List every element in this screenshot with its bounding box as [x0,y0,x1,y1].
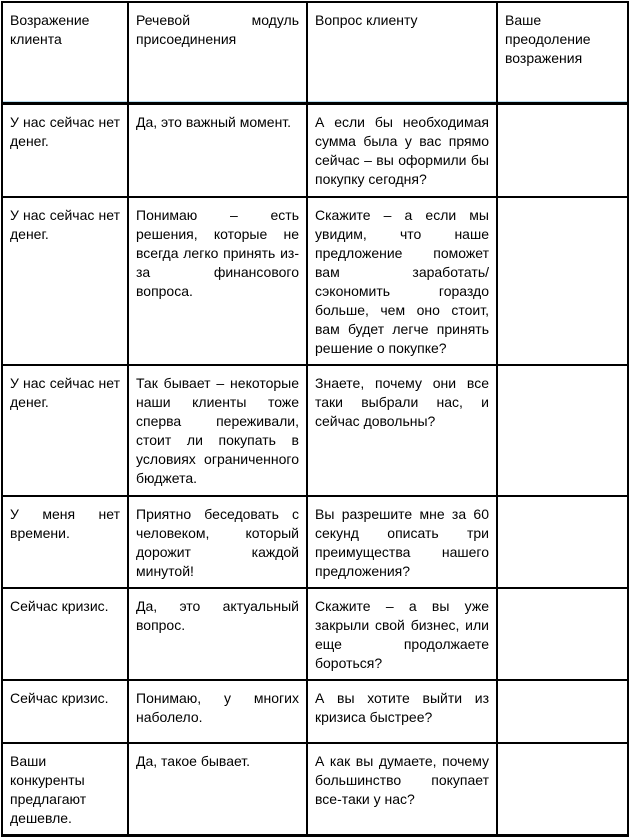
joining-cell: Приятно беседовать с человеком, который дорожит каждой минутой! [128,496,307,588]
question-cell: А если бы необходимая сумма была у вас прямо сейчас – вы оформили бы покупку сегодня? [307,103,497,197]
joining-cell: Да, это актуальный вопрос. [128,588,307,680]
joining-cell: Да, это важный момент. [128,103,307,197]
overcoming-cell [497,197,628,365]
overcoming-cell [497,588,628,680]
column-header-overcoming: Ваше преодоление возражения [497,2,628,103]
question-cell: А как вы думаете, почему большинство покупает все-таки у нас? [307,743,497,836]
overcoming-cell [497,365,628,496]
overcoming-cell [497,496,628,588]
table-row [2,197,628,365]
question-cell: Знаете, почему они все таки выбрали нас, и сейчас довольны? [307,365,497,496]
table-row [2,496,628,588]
table-row [2,103,628,197]
objection-cell: У нас сейчас нет денег. [2,365,128,496]
table-row [2,680,628,743]
objection-cell: Сейчас кризис. [2,680,128,743]
question-cell: А вы хотите выйти из кризиса быстрее? [307,680,497,743]
question-cell: Скажите – а вы уже закрыли свой бизнес, или еще продолжаете бороться? [307,588,497,680]
table-row [2,365,628,496]
overcoming-cell [497,680,628,743]
objection-cell: У нас сейчас нет денег. [2,197,128,365]
objections-table [1,1,629,837]
objection-cell: У меня нет времени. [2,496,128,588]
joining-cell: Так бывает – некоторые наши клиенты тоже сперва переживали, стоит ли покупать в условиях ограниченного бюджета. [128,365,307,496]
joining-cell: Да, такое бывает. [128,743,307,836]
joining-cell: Понимаю – есть решения, которые не всегда легко принять из-за финансового вопроса. [128,197,307,365]
overcoming-cell [497,743,628,836]
objection-cell: У нас сейчас нет денег. [2,103,128,197]
header-row [2,2,628,103]
column-header-objection: Возражение клиента [2,2,128,103]
question-cell: Скажите – а если мы увидим, что наше предложение поможет вам заработать/сэкономить гораздо больше, чем оно стоит, вам будет легче принять решение о покупке? [307,197,497,365]
column-header-question: Вопрос клиенту [307,2,497,103]
table-row [2,743,628,836]
objection-cell: Сейчас кризис. [2,588,128,680]
joining-cell: Понимаю, у многих наболело. [128,680,307,743]
overcoming-cell [497,103,628,197]
objection-cell: Ваши конкуренты предлагают дешевле. [2,743,128,836]
column-header-joining-module: Речевой модуль присоединения [128,2,307,103]
table-row [2,588,628,680]
document-page [0,1,629,824]
question-cell: Вы разрешите мне за 60 секунд описать три преимущества нашего предложения? [307,496,497,588]
